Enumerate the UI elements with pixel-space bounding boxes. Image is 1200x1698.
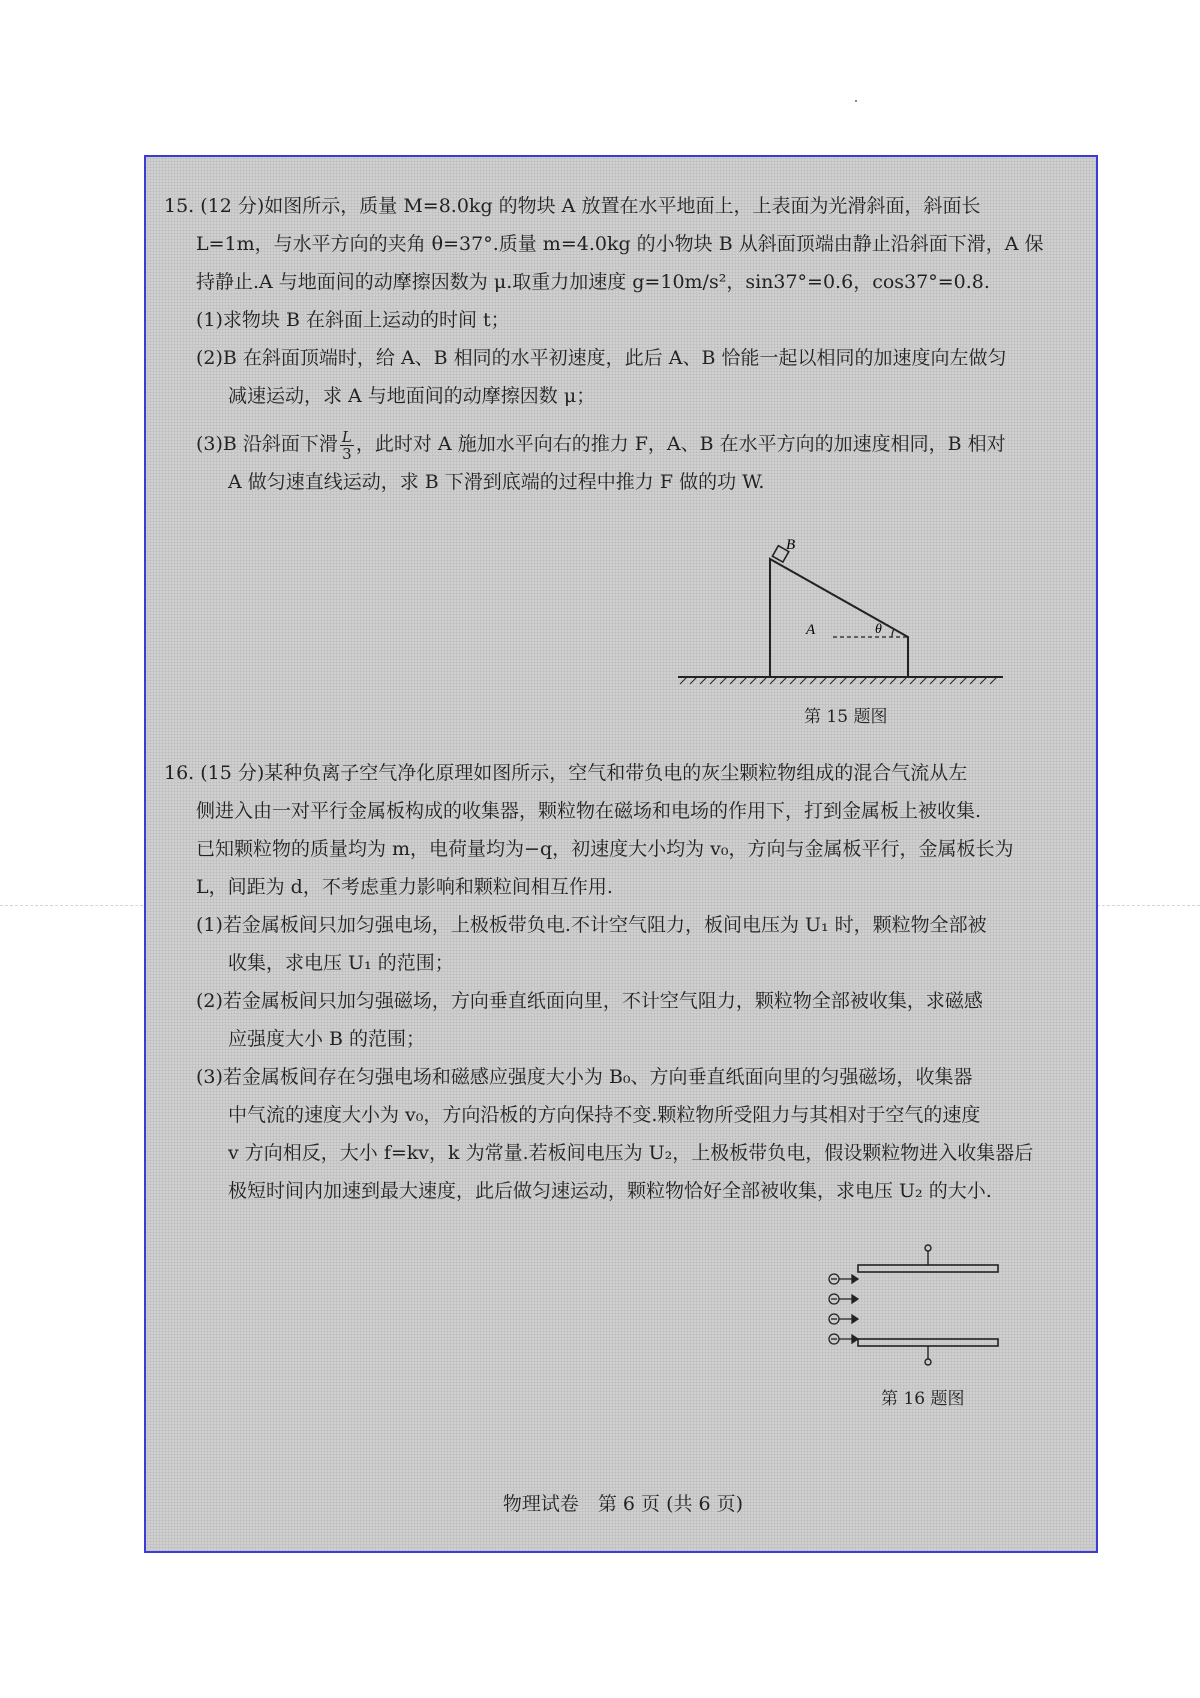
collector-figure bbox=[806, 1237, 1006, 1387]
page-footer: 物理试卷 第 6 页 (共 6 页) bbox=[502, 1493, 744, 1515]
scan-speck bbox=[855, 100, 857, 102]
q15-sub1: (1)求物块 B 在斜面上运动的时间 t； bbox=[196, 309, 510, 331]
q15-sub3-line1 bbox=[164, 425, 1064, 463]
label-a: A bbox=[806, 622, 816, 638]
negative-particle bbox=[829, 1334, 858, 1344]
q15-sub3-line2: A 做匀速直线运动，求 B 下滑到底端的过程中推力 F 做的功 W. bbox=[228, 471, 765, 493]
q16-sub3-line1: (3)若金属板间存在匀强电场和磁感应强度大小为 B₀、方向垂直纸面向里的匀强磁场，收集器 bbox=[196, 1066, 973, 1088]
ground-hatch bbox=[680, 677, 997, 684]
question-16 bbox=[164, 754, 1064, 1210]
fraction-denominator: 3 bbox=[342, 444, 352, 463]
fraction-numerator: L bbox=[341, 427, 352, 446]
exam-page bbox=[144, 155, 1098, 1553]
upper-terminal bbox=[925, 1245, 931, 1251]
lower-terminal bbox=[925, 1359, 931, 1365]
q16-sub3-line4: 极短时间内加速到最大速度，此后做匀速运动，颗粒物恰好全部被收集，求电压 U₂ 的大小. bbox=[228, 1180, 992, 1202]
q16-sub2-line1: (2)若金属板间只加匀强磁场，方向垂直纸面向里，不计空气阻力，颗粒物全部被收集，求磁感 bbox=[196, 990, 983, 1012]
q16-sub3-line2: 中气流的速度大小为 v₀，方向沿板的方向保持不变.颗粒物所受阻力与其相对于空气的速度 bbox=[228, 1104, 981, 1126]
q15-line2: L=1m，与水平方向的夹角 θ=37°.质量 m=4.0kg 的小物块 B 从斜面顶端由静止沿斜面下滑，A 保 bbox=[196, 233, 1044, 255]
block-a-outline bbox=[770, 559, 908, 677]
q15-sub3-suffix: ，此时对 A 施加水平向右的推力 F，A、B 在水平方向的加速度相同，B 相对 bbox=[355, 433, 1006, 455]
q16-line2: 侧进入由一对平行金属板构成的收集器，颗粒物在磁场和电场的作用下，打到金属板上被收集. bbox=[196, 800, 982, 822]
q16-sub1-line2: 收集，求电压 U₁ 的范围； bbox=[228, 952, 454, 974]
q16-line1: 16. (15 分)某种负离子空气净化原理如图所示，空气和带负电的灰尘颗粒物组成的混合气流从左 bbox=[164, 762, 968, 784]
upper-plate bbox=[858, 1265, 998, 1272]
q16-sub2-line2: 应强度大小 B 的范围； bbox=[228, 1028, 426, 1050]
q15-sub3-prefix: (3)B 沿斜面下滑 bbox=[196, 433, 338, 455]
angle-arc bbox=[892, 629, 894, 637]
q16-line3: 已知颗粒物的质量均为 m，电荷量均为−q，初速度大小均为 v₀，方向与金属板平行，金属板长为 bbox=[196, 838, 1014, 860]
fraction-l-over-3 bbox=[340, 429, 354, 462]
figure-15-caption: 第 15 题图 bbox=[804, 707, 888, 727]
negative-particle bbox=[829, 1294, 858, 1304]
q15-line1: 15. (12 分)如图所示，质量 M=8.0kg 的物块 A 放置在水平地面上，上表面为光滑斜面，斜面长 bbox=[164, 195, 981, 217]
negative-particle bbox=[829, 1274, 858, 1284]
q15-line3: 持静止.A 与地面间的动摩擦因数为 μ.取重力加速度 g=10m/s²，sin37°=0.6，cos37°=0.8. bbox=[196, 271, 990, 293]
lower-plate bbox=[858, 1339, 998, 1346]
label-b: B bbox=[786, 537, 796, 553]
negative-particle bbox=[829, 1314, 858, 1324]
q16-line4: L，间距为 d，不考虑重力影响和颗粒间相互作用. bbox=[196, 876, 613, 898]
q15-sub2-line1: (2)B 在斜面顶端时，给 A、B 相同的水平初速度，此后 A、B 恰能一起以相同的加速度向左做匀 bbox=[196, 347, 1007, 369]
figure-16-caption: 第 16 题图 bbox=[881, 1389, 965, 1409]
q16-sub3-line3: v 方向相反，大小 f=kv，k 为常量.若板间电压为 U₂，上极板带负电，假设颗粒物进入收集器后 bbox=[228, 1142, 1034, 1164]
label-theta: θ bbox=[875, 622, 882, 637]
incline-figure bbox=[668, 537, 1028, 697]
q15-sub2-line2: 减速运动，求 A 与地面间的动摩擦因数 μ； bbox=[228, 385, 596, 407]
q16-sub1-line1: (1)若金属板间只加匀强电场，上极板带负电.不计空气阻力，板间电压为 U₁ 时，颗粒物全部被 bbox=[196, 914, 987, 936]
question-15 bbox=[164, 187, 1064, 501]
